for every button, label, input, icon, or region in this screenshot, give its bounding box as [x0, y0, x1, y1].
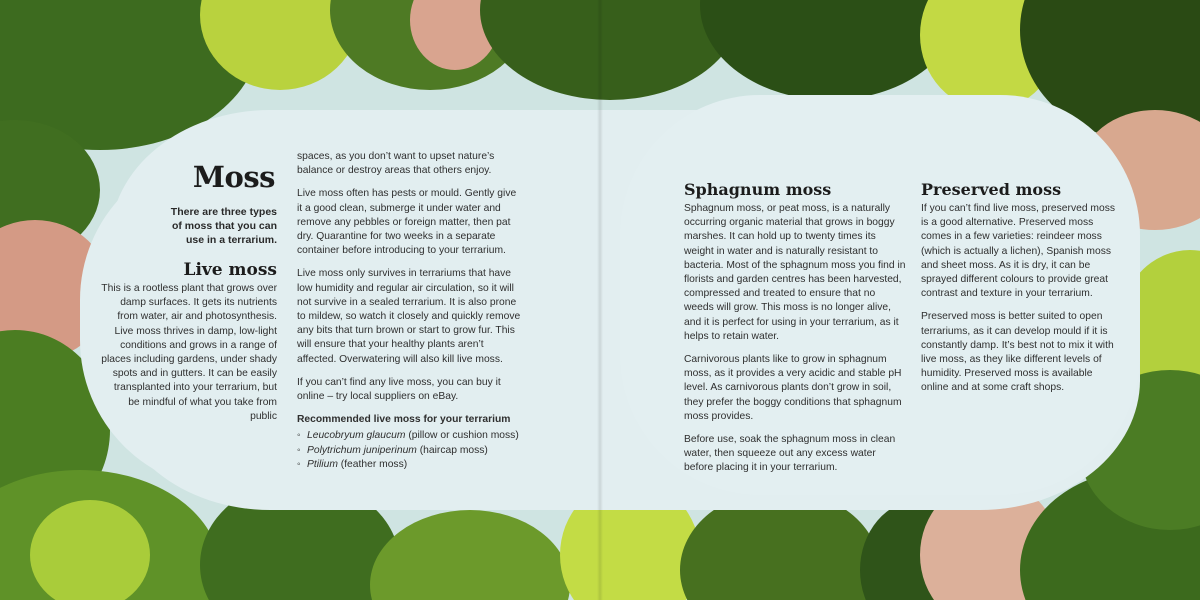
- latin-name: Polytrichum juniperinum: [307, 444, 417, 456]
- recommended-heading: Recommended live moss for your terrarium: [297, 414, 511, 426]
- paragraph: Live moss often has pests or mould. Gently give it a good clean, submerge it under water and remove any pebbles or foreign matter, then pat dry. Quarantine for two weeks in a separate container before introducing to your terrarium.: [297, 188, 517, 257]
- list-item: [297, 429, 522, 443]
- left-column-2: [297, 150, 522, 472]
- live-moss-text: This is a rootless plant that grows over damp surfaces. It gets its nutrients from water, air and photosynthesis. Live moss thrives in damp, low-light conditions and grows in a range of places including gardens, under shady spots and in gutters. It can be easily transplanted into your terrarium, but be mindful of what you take from public: [101, 283, 277, 422]
- common-name: (haircap moss): [416, 444, 488, 456]
- latin-name: Leucobryum glaucum: [307, 430, 406, 442]
- sphagnum-heading: Sphagnum moss: [684, 180, 832, 199]
- paragraph: Before use, soak the sphagnum moss in clean water, then squeeze out any excess water before placing it in your terrarium.: [684, 434, 896, 474]
- list-item: [297, 458, 522, 472]
- sphagnum-column: [684, 202, 906, 485]
- preserved-column: [921, 202, 1121, 405]
- common-name: (pillow or cushion moss): [405, 430, 519, 442]
- paragraph: If you can’t find any live moss, you can buy it online – try local suppliers on eBay.: [297, 376, 501, 403]
- paragraph: Carnivorous plants like to grow in sphagnum moss, as it provides a very acidic and stable pH level. As carnivorous plants don’t grow in soil, they prefer the boggy conditions that sphagnum moss provides.: [684, 354, 902, 422]
- intro-text: There are three types of moss that you can use in a terrarium.: [170, 206, 277, 246]
- paragraph: spaces, as you don’t want to upset nature’s balance or destroy areas that others enjoy.: [297, 151, 495, 177]
- paragraph: If you can’t find live moss, preserved moss is a good alternative. Preserved moss comes in a few varieties: reindeer moss (which is actually a lichen), Spanish moss and sheet moss. As it is dry, it can be sprayed different colours to provide great contrast and texture in your terrarium.: [921, 203, 1116, 300]
- paragraph: Live moss only survives in terrariums that have low humidity and regular air circulation, so it will not survive in a sealed terrarium. It is also prone to mildew, so watch it closely and quickly remove any bits that turn brown or start to grow fur. This will ensure that your healthy plants aren’t affected. Overwatering will also kill live moss.: [297, 268, 521, 365]
- page-title: Moss: [192, 160, 275, 194]
- preserved-heading: Preserved moss: [921, 180, 1062, 199]
- recommended-list: [297, 429, 522, 472]
- latin-name: Ptilium: [307, 458, 338, 470]
- live-moss-heading: Live moss: [183, 260, 277, 280]
- paragraph: Sphagnum moss, or peat moss, is a naturally occurring organic material that grows in boggy marshes. It can hold up to twenty times its weight in water and is naturally resistant to bacteria. Most of the sphagnum moss you find in florists and garden centres has been harvested, compressed and treated to ensure that no weeds will grow. This moss is no longer alive, and it is perfect for using in your terrarium, as it helps to retain water.: [684, 203, 906, 342]
- common-name: (feather moss): [337, 458, 408, 470]
- paragraph: Preserved moss is better suited to open terrariums, as it can develop mould if it is constantly damp. It’s best not to mix it with live moss, as they like different levels of humidity. Preserved moss is available online and at some craft shops.: [921, 311, 1114, 394]
- book-gutter: [597, 0, 603, 600]
- list-item: [297, 444, 522, 458]
